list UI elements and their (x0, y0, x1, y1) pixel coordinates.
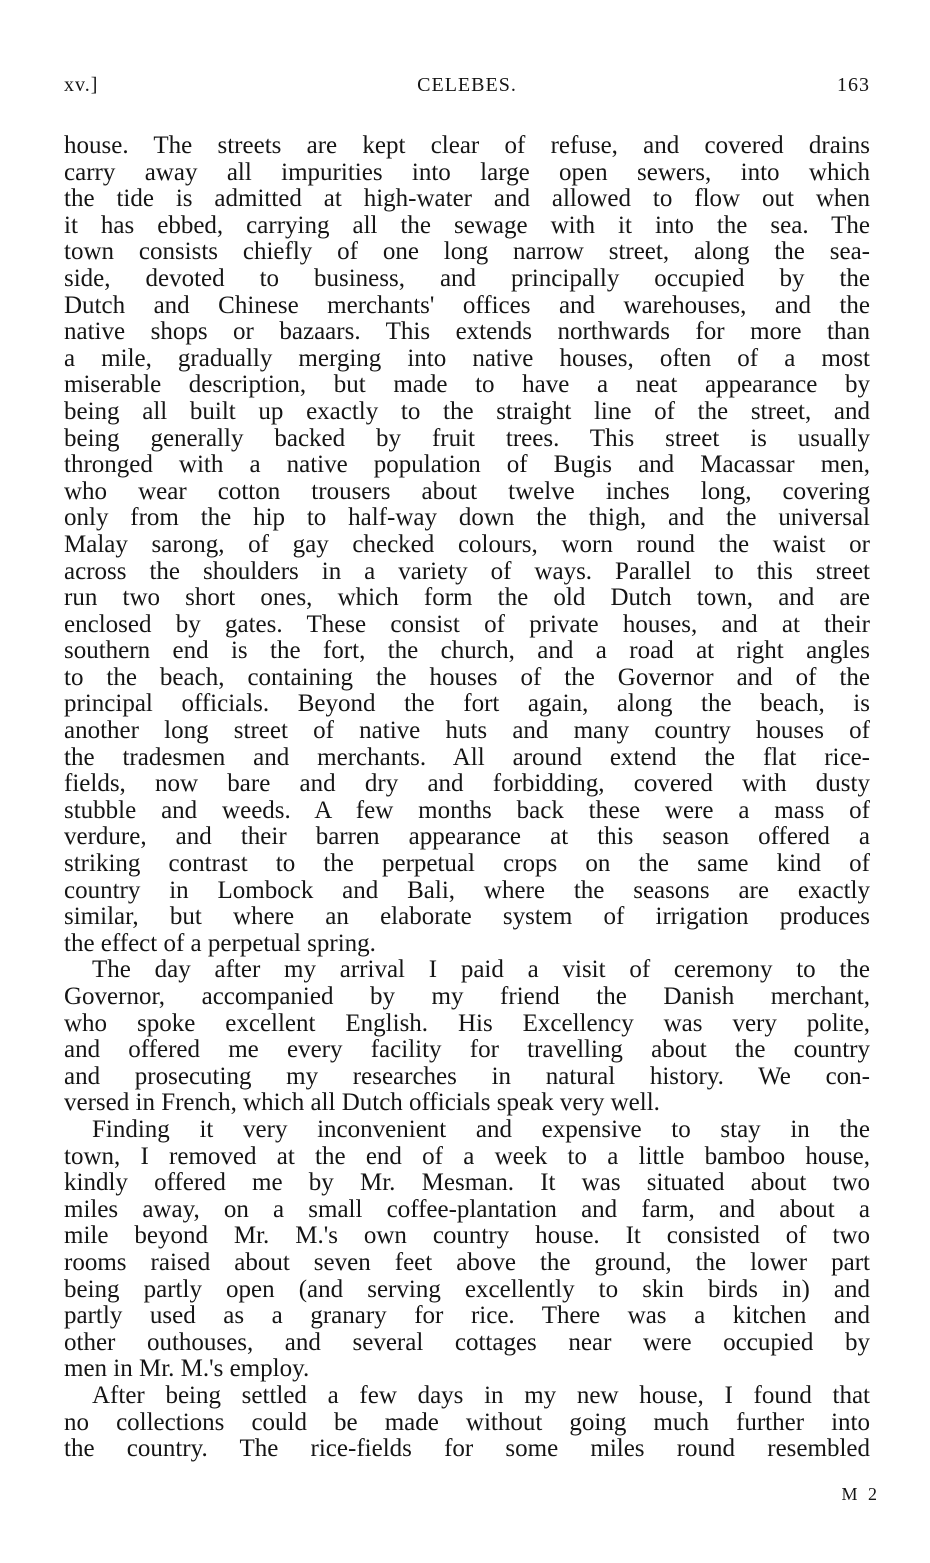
text-line: another long street of native huts and many country houses of (64, 717, 870, 745)
text-line: southern end is the fort, the church, and a road at right angles (64, 637, 870, 665)
text-line: verdure, and their barren appearance at this season offered a (64, 823, 870, 851)
paragraph (64, 1117, 870, 1383)
text-line: Malay sarong, of gay checked colours, worn round the waist or (64, 530, 870, 558)
text-line: Governor, accompanied by my friend the Danish merchant, (64, 983, 870, 1010)
page-number: 163 (837, 74, 870, 96)
text-line: stubble and weeds. A few months back these were a mass of (64, 796, 870, 824)
text-line: enclosed by gates. These consist of private houses, and at their (64, 610, 870, 638)
chapter-number: xv.] (64, 74, 99, 96)
text-line: and prosecuting my researches in natural history. We con- (64, 1062, 870, 1090)
text-line: fields, now bare and dry and forbidding, covered with dusty (64, 770, 870, 798)
text-line: rooms raised about seven feet above the ground, the lower part (64, 1248, 870, 1276)
printer-signature-mark: M 2 (841, 1484, 880, 1504)
text-line: men in Mr. M.'s employ. (64, 1355, 310, 1383)
text-line: The day after my arrival I paid a visit of ceremony to the (92, 956, 870, 984)
text-line: who spoke excellent English. His Excellency was very polite, (64, 1009, 870, 1037)
text-line: the tradesmen and merchants. All around extend the flat rice- (64, 743, 870, 771)
text-line: carry away all impurities into large open sewers, into which (64, 158, 870, 186)
running-title: CELEBES. (417, 74, 517, 96)
text-line: Finding it very inconvenient and expensive to stay in the (92, 1115, 870, 1143)
text-line: the effect of a perpetual spring. (64, 929, 376, 957)
text-line: thronged with a native population of Bugis and Macassar men, (64, 451, 870, 479)
text-line: miserable description, but made to have a neat appearance by (64, 371, 870, 399)
text-line: kindly offered me by Mr. Mesman. It was situated about two (64, 1169, 870, 1197)
text-line: the country. The rice-fields for some miles round resembled (64, 1435, 870, 1463)
text-line: similar, but where an elaborate system of irrigation produces (64, 903, 870, 931)
paragraph (64, 1383, 870, 1463)
text-line: it has ebbed, carrying all the sewage with it into the sea. The (64, 211, 870, 239)
text-line: mile beyond Mr. M.'s own country house. It consisted of two (64, 1222, 870, 1250)
text-line: the tide is admitted at high-water and allowed to flow out when (64, 185, 870, 213)
text-line: miles away, on a small coffee-plantation and farm, and about a (64, 1195, 870, 1223)
text-line: across the shoulders in a variety of ways. Parallel to this street (64, 557, 870, 585)
text-line: After being settled a few days in my new house, I found that (92, 1381, 870, 1409)
text-line: to the beach, containing the houses of the Governor and of the (64, 663, 870, 691)
paragraph (64, 133, 870, 957)
text-line: other outhouses, and several cottages near were occupied by (64, 1328, 870, 1356)
text-line: versed in French, which all Dutch officials speak very well. (64, 1089, 660, 1117)
text-line: house. The streets are kept clear of refuse, and covered drains (64, 132, 870, 159)
text-line: no collections could be made without going much further into (64, 1408, 870, 1436)
text-line: run two short ones, which form the old Dutch town, and are (64, 584, 870, 612)
body-text (64, 133, 870, 1463)
text-line: partly used as a granary for rice. There was a kitchen and (64, 1302, 870, 1330)
paragraph (64, 957, 870, 1117)
text-line: side, devoted to business, and principally occupied by the (64, 264, 870, 292)
running-head (64, 74, 870, 106)
text-line: country in Lombock and Bali, where the seasons are exactly (64, 876, 870, 904)
text-line: town consists chiefly of one long narrow street, along the sea- (64, 238, 870, 266)
text-line: principal officials. Beyond the fort again, along the beach, is (64, 690, 870, 718)
text-line: and offered me every facility for travelling about the country (64, 1036, 870, 1064)
text-line: town, I removed at the end of a week to a little bamboo house, (64, 1142, 870, 1170)
text-line: striking contrast to the perpetual crops on the same kind of (64, 850, 870, 878)
text-line: a mile, gradually merging into native houses, often of a most (64, 344, 870, 372)
text-line: being generally backed by fruit trees. This street is usually (64, 424, 870, 452)
text-line: only from the hip to half-way down the thigh, and the universal (64, 504, 870, 532)
book-page (64, 74, 870, 1463)
text-line: who wear cotton trousers about twelve inches long, covering (64, 477, 870, 505)
text-line: Dutch and Chinese merchants' offices and warehouses, and the (64, 291, 870, 319)
text-line: being partly open (and serving excellently to skin birds in) and (64, 1275, 870, 1303)
text-line: being all built up exactly to the straight line of the street, and (64, 397, 870, 425)
text-line: native shops or bazaars. This extends northwards for more than (64, 318, 870, 346)
